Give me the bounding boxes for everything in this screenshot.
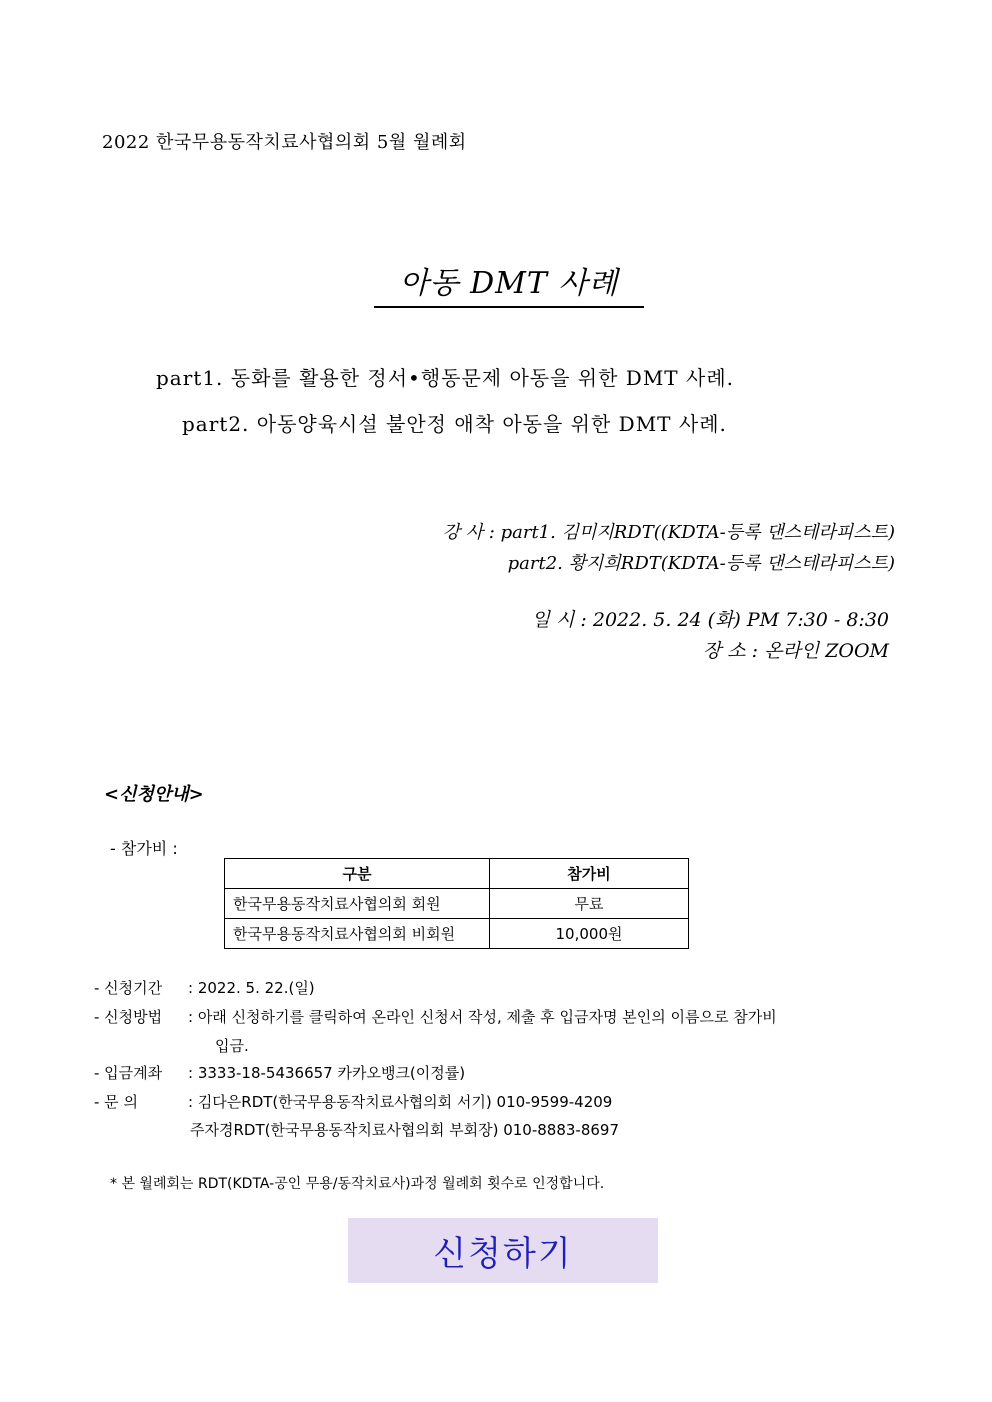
fee-label: - 참가비 : [110, 839, 178, 858]
event-header: 2022 한국무용동작치료사협의회 5월 월례회 [102, 132, 467, 153]
member-fee: 무료 [490, 889, 689, 919]
method-value-continued: 입금. [215, 1037, 249, 1055]
deposit-account [94, 1062, 465, 1083]
table-row [225, 889, 689, 919]
table-header-row [225, 859, 689, 889]
contact-label: - 문 의 [94, 1093, 138, 1111]
member-type: 한국무용동작치료사협의회 회원 [225, 889, 490, 919]
nonmember-type: 한국무용동작치료사협의회 비회원 [225, 919, 490, 949]
contact-value-second: 주자경RDT(한국무용동작치료사협의회 부회장) 010-8883-8697 [190, 1121, 620, 1139]
contact-info [94, 1091, 612, 1112]
apply-button[interactable]: 신청하기 [348, 1218, 658, 1283]
event-date: 일 시 : 2022. 5. 24 (화) PM 7:30 - 8:30 [531, 609, 889, 631]
method-label: - 신청방법 [94, 1008, 163, 1026]
instructor-part2: part2. 황지희RDT(KDTA-등록 댄스테라피스트) [507, 553, 895, 574]
footnote: * 본 월례회는 RDT(KDTA-공인 무용/동작치료사)과정 월례회 횟수로 인정합니다. [110, 1176, 605, 1192]
application-period [94, 977, 315, 998]
application-guide-title: <신청안내> [104, 784, 204, 805]
column-header-category: 구분 [225, 859, 490, 889]
account-value: : 3333-18-5436657 카카오뱅크(이정률) [188, 1064, 466, 1082]
instructor-part1: 강 사 : part1. 김미지RDT((KDTA-등록 댄스테라피스트) [442, 522, 895, 543]
method-value: : 아래 신청하기를 클릭하여 온라인 신청서 작성, 제출 후 입금자명 본인의 이름으로 참가비 [188, 1008, 777, 1026]
account-label: - 입금계좌 [94, 1064, 163, 1082]
part2-topic: part2. 아동양육시설 불안정 애착 아동을 위한 DMT 사례. [182, 412, 727, 436]
column-header-fee: 참가비 [490, 859, 689, 889]
part1-topic: part1. 동화를 활용한 정서•행동문제 아동을 위한 DMT 사례. [156, 366, 734, 390]
event-place: 장 소 : 온라인 ZOOM [702, 640, 889, 662]
contact-value: : 김다은RDT(한국무용동작치료사협의회 서기) 010-9599-4209 [188, 1093, 613, 1111]
period-value: : 2022. 5. 22.(일) [188, 979, 315, 997]
application-method [94, 1006, 777, 1027]
page-title: 아동 DMT 사례 [374, 258, 644, 308]
period-label: - 신청기간 [94, 979, 163, 997]
table-row [225, 919, 689, 949]
fee-table [224, 858, 689, 949]
nonmember-fee: 10,000원 [490, 919, 689, 949]
